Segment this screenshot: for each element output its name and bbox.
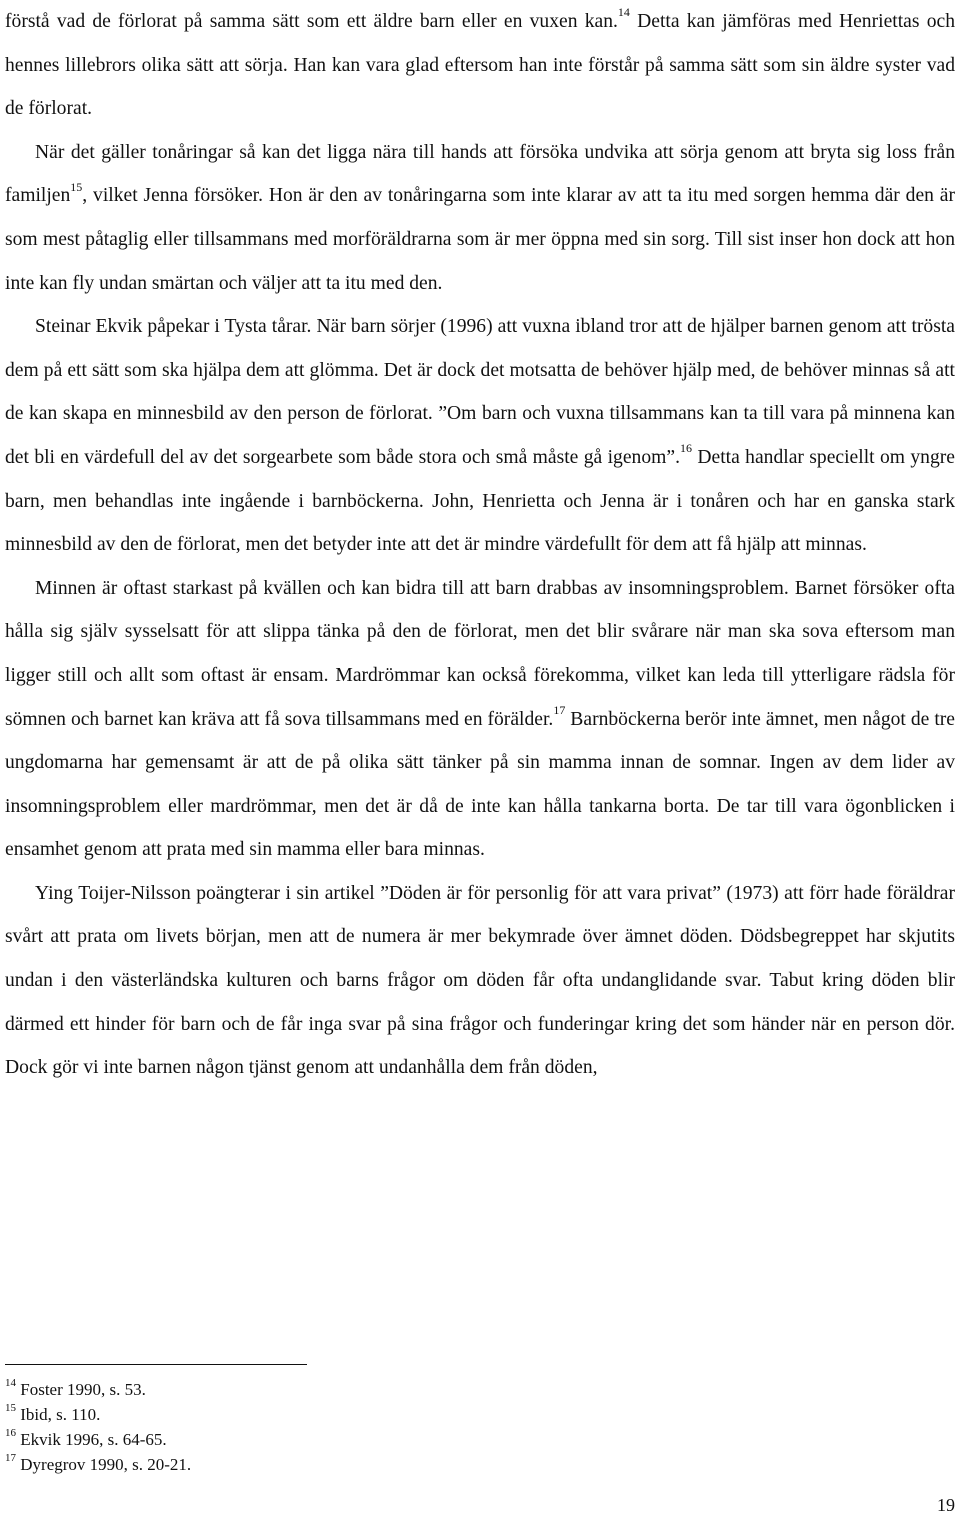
footnotes <box>5 1377 605 1477</box>
footnote-item <box>5 1402 605 1427</box>
body-text <box>5 0 955 1090</box>
footnote-text: Foster 1990, s. 53. <box>20 1380 146 1399</box>
footnote-ref-17: 17 <box>553 702 566 717</box>
text-run: Barnböckerna berör inte ämnet, men något de tre ungdomarna har gemensamt är att de på olika sätt tänker på sin mamma innan de somnar. Ingen av dem lider av insomningsproblem eller mardrömmar, men det är då de inte kan hålla tankarna borta. De tar till vara ögonblicken i ensamhet genom att prata med sin mamma eller bara minnas. <box>5 708 955 861</box>
footnote-item <box>5 1427 605 1452</box>
text-run: Minnen är oftast starkast på kvällen och kan bidra till att barn drabbas av insomningsproblem. Barnet försöker ofta hålla sig själv sysselsatt för att slippa tänka på den de förlorat, men det blir svårare när man ska sova eftersom man ligger still och allt som oftast är ensam. Mardrömmar kan också förekomma, vilket kan leda till ytterligare rädsla för sömnen och barnet kan kräva att få sova tillsammans med en förälder. <box>5 577 955 730</box>
footnote-number: 15 <box>5 1402 16 1415</box>
paragraph-5 <box>5 872 955 1090</box>
footnote-number: 14 <box>5 1377 16 1390</box>
text-run: Detta kan jämföras med Henriettas och hennes lillebrors olika sätt att sörja. Han kan vara glad eftersom han inte förstår på samma sätt som sin äldre syster vad de förlorat. <box>5 11 955 120</box>
text-run: , vilket Jenna försöker. Hon är den av tonåringarna som inte klarar av att ta itu med sorgen hemma där den är som mest påtaglig eller tillsammans med morföräldrarna som är mer öppna med sin sorg. Till sist inser hon dock att hon inte kan fly undan smärtan och väljer att ta itu med den. <box>5 185 955 294</box>
footnote-number: 16 <box>5 1427 16 1440</box>
paragraph-3 <box>5 305 955 567</box>
footnote-number: 17 <box>5 1452 16 1465</box>
document-page <box>5 0 955 1090</box>
text-run: Steinar Ekvik påpekar i Tysta tårar. När barn sörjer (1996) att vuxna ibland tror att de hjälper barnen genom att trösta dem på ett sätt som ska hjälpa dem att glömma. Det är dock det motsatta de behöver hjälp med, de behöver minnas så att de kan skapa en minnesbild av den person de förlorat. ”Om barn och vuxna tillsammans kan ta till vara på minnena kan det bli en värdefull del av det sorgearbete som både stora och små måste gå igenom”. <box>5 316 955 468</box>
text-run: När det gäller tonåringar så kan det ligga nära till hands att försöka undvika att sörja genom att bryta sig loss från familjen <box>5 141 955 207</box>
text-run: förstå vad de förlorat på samma sätt som ett äldre barn eller en vuxen kan. <box>5 11 618 32</box>
paragraph-4 <box>5 567 955 872</box>
paragraph-2 <box>5 131 955 305</box>
paragraph-1 <box>5 0 955 131</box>
footnote-text: Ekvik 1996, s. 64-65. <box>20 1430 167 1449</box>
footnote-text: Dyregrov 1990, s. 20-21. <box>20 1455 192 1474</box>
footnote-ref-16: 16 <box>679 441 692 456</box>
footnote-text: Ibid, s. 110. <box>20 1405 101 1424</box>
footnote-ref-14: 14 <box>617 5 630 20</box>
footnote-ref-15: 15 <box>70 179 83 194</box>
text-run: Detta handlar speciellt om yngre barn, men behandlas inte ingående i barnböckerna. John, Henrietta och Jenna är i tonåren och har en ganska stark minnesbild av den de förlorat, men det betyder inte att det är mindre värdefullt för dem att få hjälp att minnas. <box>5 446 955 556</box>
text-run: Ying Toijer-Nilsson poängterar i sin artikel ”Döden är för personlig för att vara privat” (1973) att förr hade föräldrar svårt att prata om livets början, men att de numera är mer bekymrade över ämnet döden. Dödsbegreppet har skjutits undan i den västerländska kulturen och barns frågor om döden får ofta undanglidande svar. Tabut kring döden blir därmed ett hinder för barn och de får inga svar på sina frågor och funderingar kring det som händer när en person dör. Dock gör vi inte barnen någon tjänst genom att undanhålla dem från döden, <box>5 882 955 1079</box>
page-number: 19 <box>937 1495 955 1515</box>
footnote-item <box>5 1452 605 1477</box>
footnote-separator <box>5 1364 307 1365</box>
footnote-item <box>5 1377 605 1402</box>
